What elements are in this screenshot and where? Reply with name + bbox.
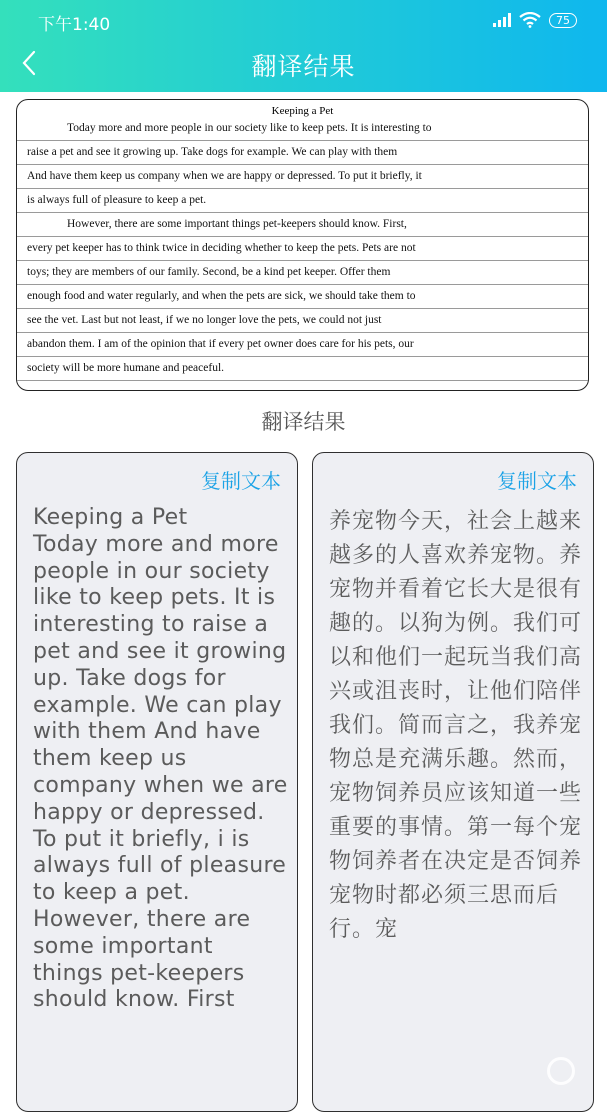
status-time: 下午1:40 [38, 15, 111, 35]
watermark-logo-icon [547, 1057, 575, 1085]
original-text-panel [16, 452, 298, 1112]
document-line: every pet keeper has to think twice in deciding whether to keep the pets. Pets are not [17, 237, 588, 261]
section-label: 翻译结果 [261, 410, 346, 434]
copy-text-button[interactable]: 复制文本 [201, 469, 281, 493]
translated-text-panel [312, 452, 594, 1112]
original-text-paragraph: However, there are some important things pet-keepers should know. First [33, 906, 251, 1013]
document-line: see the vet. Last but not least, if we no longer love the pets, we could not just [17, 309, 588, 333]
app-header [0, 0, 607, 92]
page-title: 翻译结果 [251, 52, 356, 81]
document-line: However, there are some important things pet-keepers should know. First, [17, 213, 588, 237]
original-text-paragraph: Keeping a Pet [33, 505, 188, 530]
document-line: toys; they are members of our family. Second, be a kind pet keeper. Offer them [17, 261, 588, 285]
wifi-icon [519, 12, 541, 28]
copy-text-button[interactable]: 复制文本 [497, 469, 577, 493]
original-text[interactable] [33, 505, 289, 1014]
document-line: is always full of pleasure to keep a pet. [17, 189, 588, 213]
document-line: abandon them. I am of the opinion that if every pet owner does care for his pets, our [17, 333, 588, 357]
watermark [547, 1057, 575, 1085]
signal-icon [493, 13, 511, 27]
document-line: raise a pet and see it growing up. Take dogs for example. We can play with them [17, 141, 588, 165]
document-line: society will be more humane and peaceful. [17, 357, 588, 381]
document-line: enough food and water regularly, and when the pets are sick, we should take them to [17, 285, 588, 309]
status-icons [493, 12, 577, 28]
source-document-image [16, 99, 589, 391]
document-line: And have them keep us company when we are happy or depressed. To put it briefly, it [17, 165, 588, 189]
battery-indicator: 75 [549, 13, 577, 28]
translated-text[interactable]: 养宠物今天，社会上越来越多的人喜欢养宠物。养宠物并看着它长大是很有趣的。以狗为例。我们可以和他们一起玩当我们高兴或沮丧时，让他们陪伴我们。简而言之，我养宠物总是充满乐趣。然而，宠物饲养员应该知道一些重要的事情。第一每个宠物饲养者在决定是否饲养宠物时都必须三思而后行。宠 [329, 509, 583, 942]
document-line: Today more and more people in our society like to keep pets. It is interesting to [17, 117, 588, 141]
original-text-paragraph: Today more and more people in our society like to keep pets. It is interesting to raise a pet and see it growing up. Take dogs for example. We can play with them And have them keep us company when we are happy or depressed. To put it briefly, i is always full of pleasure to keep a pet. [33, 531, 288, 906]
document-title: Keeping a Pet [271, 105, 334, 117]
